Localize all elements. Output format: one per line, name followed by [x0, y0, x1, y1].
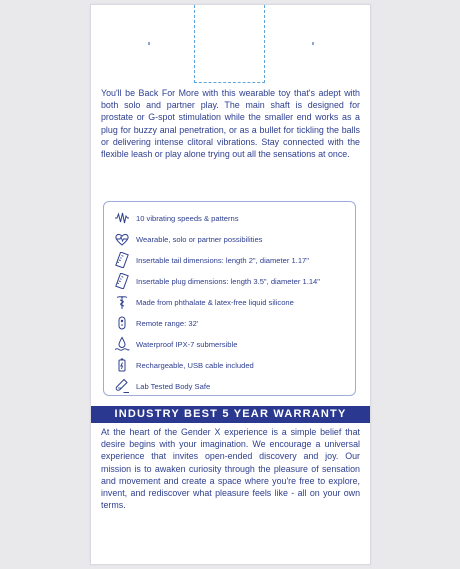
feature-label: Made from phthalate & latex-free liquid silicone: [136, 298, 294, 307]
warranty-banner: INDUSTRY BEST 5 YEAR WARRANTY: [91, 406, 370, 423]
product-card: [90, 4, 371, 565]
feature-label: Insertable plug dimensions: length 3.5", diameter 1.14": [136, 277, 320, 286]
caduceus-icon: [114, 294, 132, 311]
feature-label: Insertable tail dimensions: length 2", diameter 1.17": [136, 256, 309, 265]
feature-label: Remote range: 32': [136, 319, 199, 328]
feature-label: Waterproof IPX-7 submersible: [136, 340, 238, 349]
feature-item: [114, 378, 210, 395]
features-box: [103, 201, 356, 396]
feature-label: 10 vibrating speeds & patterns: [136, 214, 239, 223]
product-description: You'll be Back For More with this wearable toy that's adept with both solo and partner play. The main shaft is designed for prostate or G-spot stimulation while the smaller end works as a plug for buzzy anal penetration, or as a bullet for tickling the balls or delivering intense clitoral vibrations. Stay connected with the flexible leash or play alone trying out all the sensations at once.: [101, 88, 360, 160]
fold-mark-left: [148, 42, 150, 45]
feature-item: [114, 357, 254, 374]
feature-label: Lab Tested Body Safe: [136, 382, 211, 391]
feature-item: [114, 315, 198, 332]
heartbeat-icon: [114, 231, 132, 248]
feature-item: [114, 231, 262, 248]
water-drop-icon: [114, 336, 132, 353]
feature-item: [114, 336, 237, 353]
feature-item: [114, 273, 320, 290]
feature-label: Wearable, solo or partner possibilities: [136, 235, 263, 244]
product-window-outline: [194, 5, 265, 83]
feature-item: [114, 294, 294, 311]
sound-wave-icon: [114, 210, 132, 227]
battery-icon: [114, 357, 132, 374]
mission-statement: At the heart of the Gender X experience is a simple belief that desire begins with your imagination. We encourage a universal experience that invites open-ended discovery and joy. Our mission is to awaken curiosity through the pleasure of sensation and movement and create a space where you're free to explore, invent, and rediscover what pleasure feels like - all on your own terms.: [101, 427, 360, 511]
feature-label: Rechargeable, USB cable included: [136, 361, 254, 370]
ruler-icon: [114, 252, 132, 269]
flask-icon: [114, 378, 132, 395]
ruler-icon: [114, 273, 132, 290]
feature-item: [114, 252, 309, 269]
feature-item: [114, 210, 239, 227]
fold-mark-right: [312, 42, 314, 45]
remote-icon: [114, 315, 132, 332]
